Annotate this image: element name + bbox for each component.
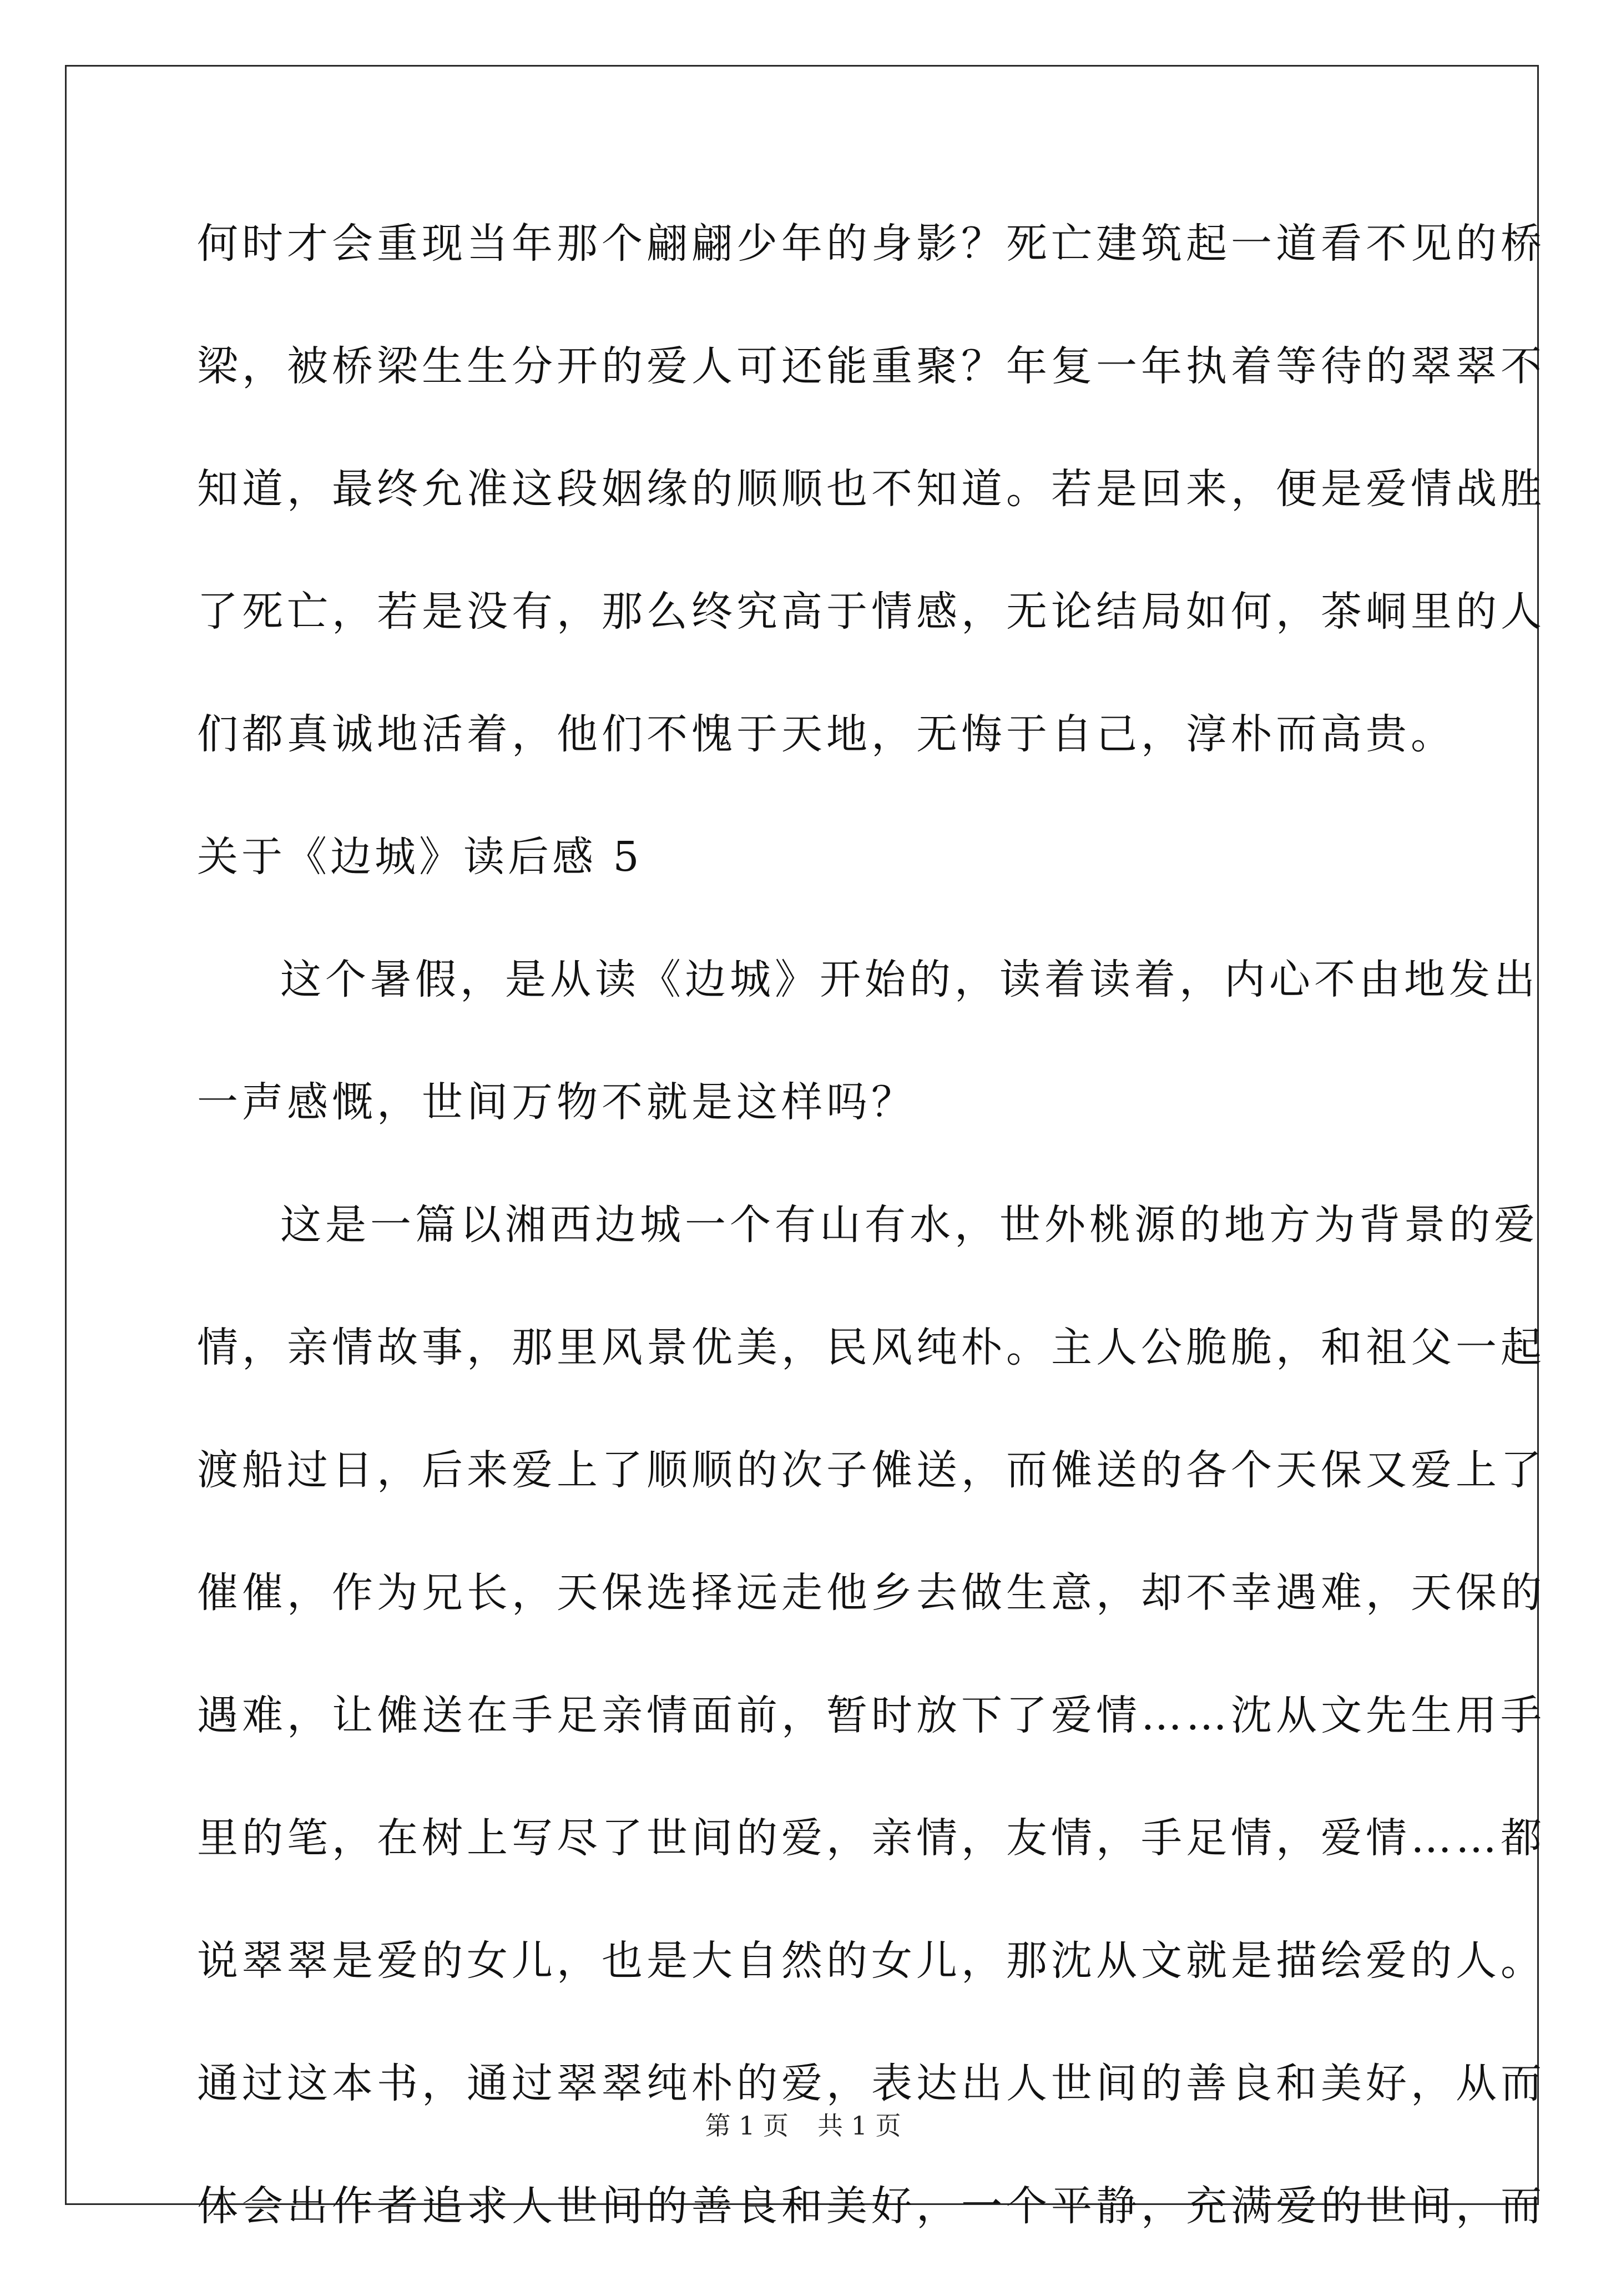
document-body	[197, 211, 1546, 2296]
page-total: 共 1 页	[817, 2111, 901, 2141]
section-heading: 关于《边城》读后感 5	[197, 833, 643, 881]
text-line: 催催，作为兄长，天保选择远走他乡去做生意，却不幸遇难，天保的	[197, 1569, 1546, 1617]
text-line: 梁，被桥梁生生分开的爱人可还能重聚？年复一年执着等待的翠翠不	[197, 342, 1546, 390]
text-line: 一声感慨，世间万物不就是这样吗？	[197, 1078, 916, 1126]
text-line: 渡船过日，后来爱上了顺顺的次子傩送，而傩送的各个天保又爱上了	[197, 1446, 1546, 1494]
text-line: 说翠翠是爱的女儿，也是大自然的女儿，那沈从文就是描绘爱的人。	[197, 1937, 1546, 1985]
page-number: 第 1 页	[705, 2111, 789, 2141]
text-line: 情，亲情故事，那里风景优美，民风纯朴。主人公脆脆，和祖父一起	[197, 1324, 1546, 1371]
text-line: 们都真诚地活着，他们不愧于天地，无悔于自己，淳朴而高贵。	[197, 710, 1456, 758]
text-line: 体会出作者追求人世间的善良和美好，一个平静，充满爱的世间，而	[197, 2182, 1546, 2230]
paragraph-first-line: 这是一篇以湘西边城一个有山有水，世外桃源的地方为背景的爱	[280, 1201, 1539, 1249]
paragraph-first-line: 这个暑假，是从读《边城》开始的，读着读着，内心不由地发出	[280, 956, 1539, 1003]
text-line: 了死亡，若是没有，那么终究高于情感，无论结局如何，茶峒里的人	[197, 588, 1546, 635]
text-line: 遇难，让傩送在手足亲情面前，暂时放下了爱情……沈从文先生用手	[197, 1692, 1546, 1739]
text-line: 知道，最终允准这段姻缘的顺顺也不知道。若是回来，便是爱情战胜	[197, 465, 1546, 513]
text-line: 通过这本书，通过翠翠纯朴的爱，表达出人世间的善良和美好，从而	[197, 2060, 1546, 2107]
text-line: 里的笔，在树上写尽了世间的爱，亲情，友情，手足情，爱情……都	[197, 1814, 1546, 1862]
text-line: 何时才会重现当年那个翩翩少年的身影？死亡建筑起一道看不见的桥	[197, 220, 1546, 268]
page-footer	[0, 2109, 1606, 2142]
